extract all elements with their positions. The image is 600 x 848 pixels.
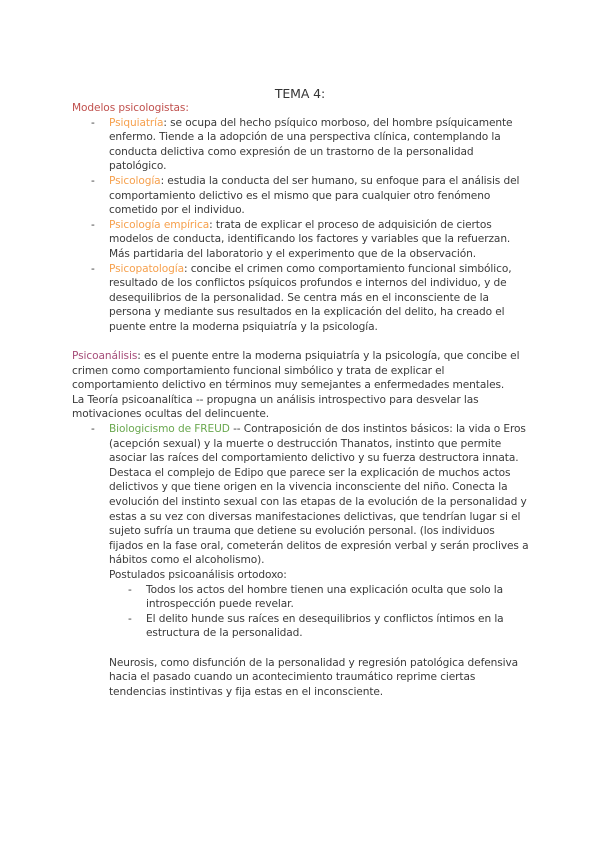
term: Psiquiatría (109, 116, 164, 129)
list-item (72, 218, 532, 262)
psicoanalisis-paragraph (72, 349, 532, 393)
term: Psicopatología (109, 262, 185, 275)
definition: -- Contraposición de dos instintos básicos: la vida o Eros (acepción sexual) y la muerte o destrucción Thanatos, instinto que permite asociar las raíces del comportamiento delictivo y su fuerza destructora innata. (109, 423, 526, 465)
models-list (72, 116, 532, 335)
term: Psicología (109, 174, 161, 187)
neurosis-paragraph: Neurosis, como disfunción de la personalidad y regresión patológica defensiva hacia el pasado cuando un acontecimiento traumático reprime ciertas tendencias instintivas y fija estas en el inconsciente. (109, 656, 519, 698)
list-item (72, 116, 532, 174)
postulados-label: Postulados psicoanálisis ortodoxo: (109, 569, 287, 581)
list-item: - Todos los actos del hombre tienen una explicación oculta que solo la introspección puede revelar. (109, 583, 532, 612)
edipo-paragraph: Destaca el complejo de Edipo que parece ser la explicación de muchos actos delictivos y que tiene origen en la vivencia inconsciente del niño. Conecta la evolución del instinto sexual con las etapas de la evolución de la personalidad y estas a su vez con diversas manifestaciones delictivas, que tendrían lugar si el sujeto sufría un trauma que detiene su evolución personal. (los individuos fijados en la fase oral, cometerán delitos de expresión verbal y serán proclives a hábitos como el alcoholismo). (109, 466, 529, 567)
section-heading: Modelos psicologistas: (72, 102, 189, 114)
definition: : trata de explicar el proceso de adquisición de ciertos modelos de conducta, identificando los factores y variables que la refuerzan. Más partidaria del laboratorio y el experimento que de la observación. (109, 218, 511, 260)
term: Biologicismo de FREUD (109, 423, 230, 436)
list-item: - El delito hunde sus raíces en desequilibrios y conflictos íntimos en la estructura de la personalidad. (109, 612, 532, 641)
list-item (72, 174, 532, 218)
term: Psicología empírica (109, 218, 210, 231)
page-title: TEMA 4: (274, 86, 326, 101)
definition: : concibe el crimen como comportamiento funcional simbólico, resultado de los conflictos psíquicos profundos e internos del individuo, y de desequilibrios de la personalidad. Se centra más en el inconsciente de la persona y mediante sus resultados en la explicación del delito, ha creado el puente entre la moderna psiquiatría y la psicología. (109, 262, 512, 333)
teoria-paragraph: La Teoría psicoanalítica -- propugna un análisis introspectivo para desvelar las motivaciones ocultas del delincuente. (72, 393, 479, 421)
term: Psicoanálisis (72, 350, 138, 363)
postulados-list (109, 583, 532, 641)
definition: : estudia la conducta del ser humano, su enfoque para el análisis del comportamiento delictivo es el mismo que para cualquier otro fenómeno cometido por el individuo. (109, 174, 520, 217)
freud-list (72, 422, 532, 466)
list-item (72, 422, 532, 466)
definition: : se ocupa del hecho psíquico morboso, del hombre psíquicamente enfermo. Tiende a la adopción de una perspectiva clínica, contemplando la conducta delictiva como expresión de un trastorno de la personalidad patológico. (109, 116, 513, 173)
list-item (72, 262, 532, 335)
document-body (72, 101, 532, 699)
definition: : es el puente entre la moderna psiquiatría y la psicología, que concibe el crimen como comportamiento funcional simbólico y trata de explicar el comportamiento delictivo en términos muy semejantes a enfermedades mentales. (72, 350, 520, 392)
